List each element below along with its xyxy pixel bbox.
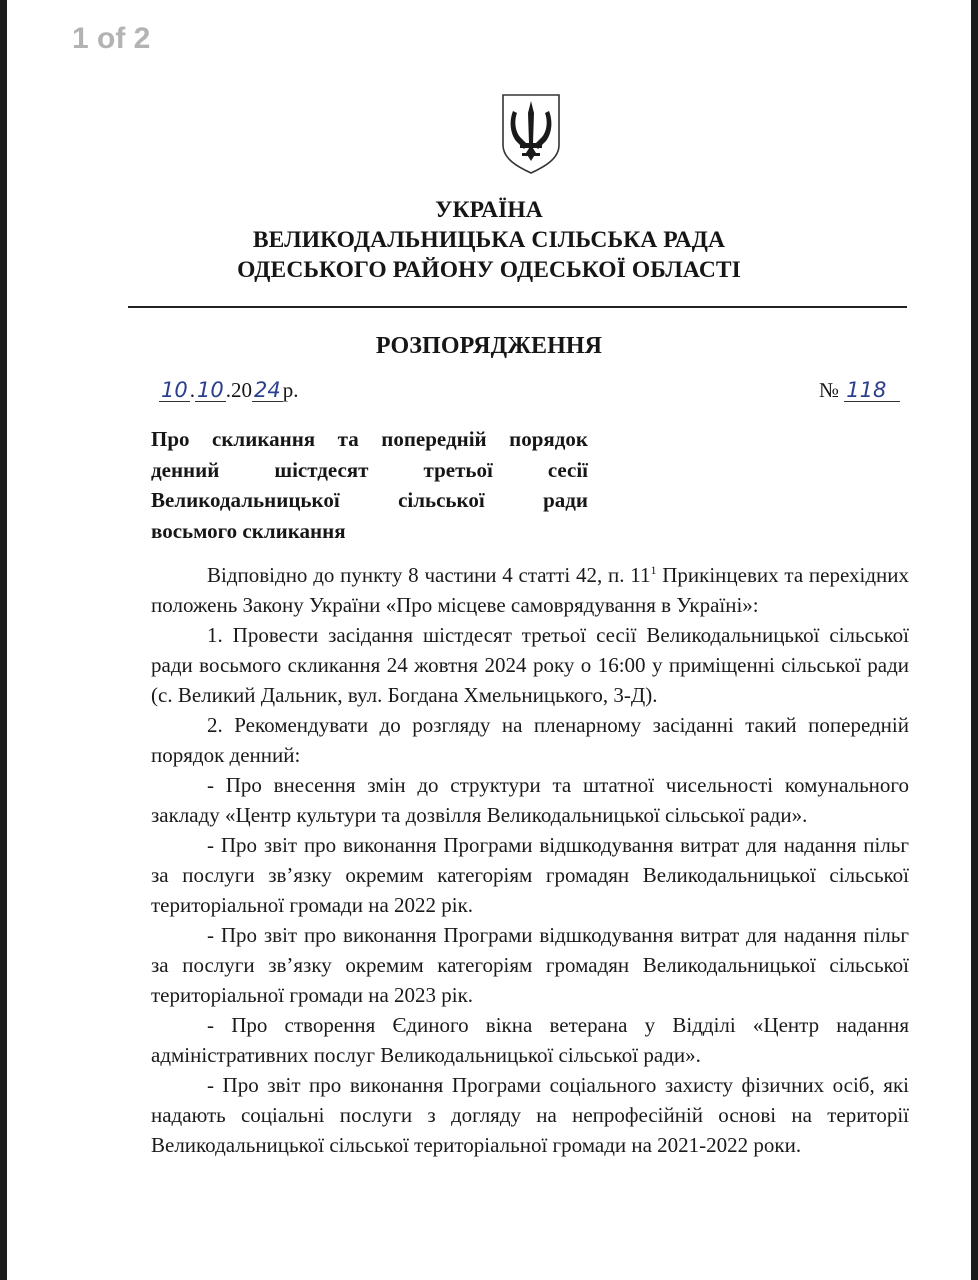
agenda-item: - Про звіт про виконання Програми відшкодування витрат для надання пільг за послуги зв’язку окремим категоріям громадян Великодальницької сільської територіальної громади на 2023 рік. xyxy=(151,923,909,1007)
header-region: ОДЕСЬКОГО РАЙОНУ ОДЕСЬКОЇ ОБЛАСТІ xyxy=(237,257,741,283)
date-month: 10 xyxy=(196,378,224,402)
preamble-paragraph: Відповідно до пункту 8 частини 4 статті 42, п. $11^1$ Прикінцевих та перехідних положень Закону України «Про місцеве самоврядування в Україні»: xyxy=(151,563,909,617)
document-page xyxy=(7,0,971,1280)
agenda-item: - Про створення Єдиного вікна ветерана у Відділі «Центр надання адміністративних послуг Великодальницької сільської ради». xyxy=(151,1013,909,1067)
date-year: 24 xyxy=(253,378,281,402)
agenda-item: - Про звіт про виконання Програми соціального захисту фізичних осіб, які надають соціальні послуги з догляду на непрофесійній основі на території Великодальницької сільської територіальної громади на 2021-2022 роки. xyxy=(151,1073,909,1157)
item-1: 1. Провести засідання шістдесят третьої сесії Великодальницької сільської ради восьмого скликання 24 жовтня 2024 року о 16:00 у приміщенні сільської ради (с. Великий Дальник, вул. Богдана Хмельницького, 3-Д). xyxy=(151,623,909,707)
document-subject: Про скликання та попередній порядок денний шістдесят третьої сесії Великодальницької сільської ради восьмого скликання xyxy=(151,427,588,543)
item-2: 2. Рекомендувати до розгляду на пленарному засіданні такий попередній порядок денний: xyxy=(151,713,909,767)
header-country: УКРАЇНА xyxy=(435,197,543,223)
document-body xyxy=(151,560,909,1160)
number-value: 118 xyxy=(844,379,900,402)
agenda-item: - Про звіт про виконання Програми відшкодування витрат для надання пільг за послуги зв’язку окремим категоріям громадян Великодальницької сільської територіальної громади на 2022 рік. xyxy=(151,833,909,917)
document-number: № 118 xyxy=(819,378,900,403)
document-date: 10.10.2024р. xyxy=(161,378,299,402)
document-type-title: РОЗПОРЯДЖЕННЯ xyxy=(375,333,603,359)
trident-coat-of-arms-icon xyxy=(500,93,562,175)
date-day: 10 xyxy=(161,378,188,402)
agenda-item: - Про внесення змін до структури та штатної чисельності комунального закладу «Центр культури та дозвілля Великодальницької сільської ради». xyxy=(151,773,909,827)
header-divider xyxy=(128,306,907,308)
header-council: ВЕЛИКОДАЛЬНИЦЬКА СІЛЬСЬКА РАДА xyxy=(252,227,726,253)
page-counter: 1 of 2 xyxy=(72,22,151,55)
